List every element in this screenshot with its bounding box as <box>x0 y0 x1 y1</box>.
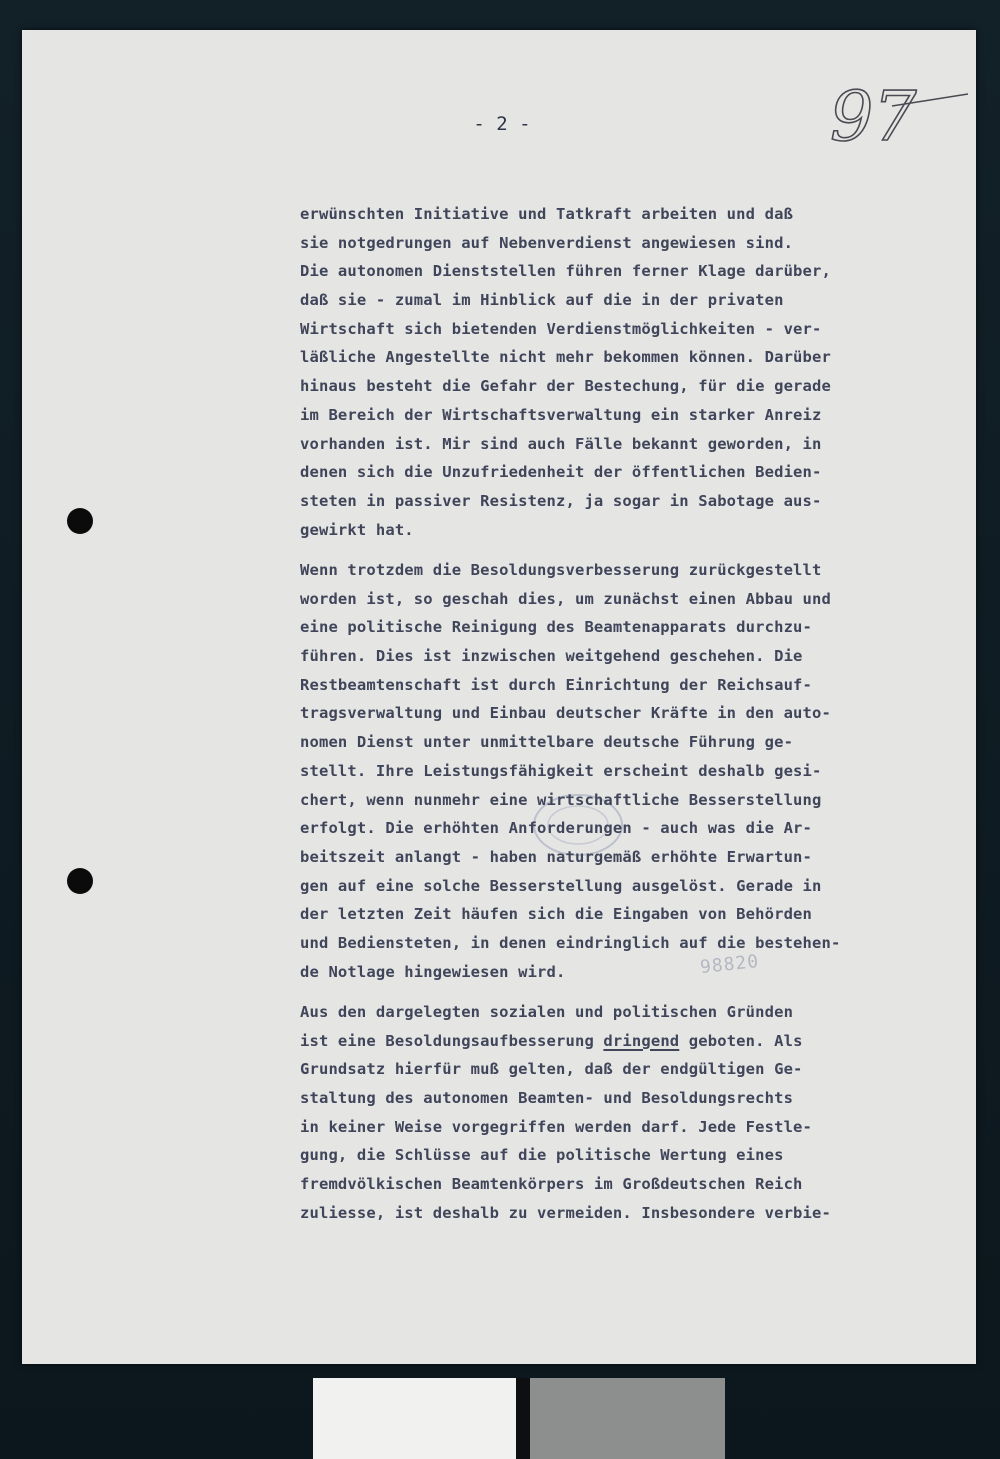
text-line: gen auf eine solche Besserstellung ausgelöst. Gerade in <box>300 876 822 895</box>
folio-number-text: 97 <box>830 78 917 157</box>
calibration-divider <box>516 1378 530 1459</box>
text-line: eine politische Reinigung des Beamtenapparats durchzu- <box>300 618 813 637</box>
text-line-with-emphasis <box>300 1027 960 1056</box>
text-line: erfolgt. Die erhöhten Anforderungen - auch was die Ar- <box>300 819 813 838</box>
text-line: stellt. Ihre Leistungsfähigkeit erscheint deshalb gesi- <box>300 761 822 780</box>
text-line: gung, die Schlüsse auf die politische Wertung eines <box>300 1146 784 1165</box>
text-line: vorhanden ist. Mir sind auch Fälle bekannt geworden, in <box>300 434 822 453</box>
text-line: Wirtschaft sich bietenden Verdienstmöglichkeiten - ver- <box>300 319 822 338</box>
text-line: hinaus besteht die Gefahr der Bestechung, für die gerade <box>300 377 831 396</box>
paragraph-1 <box>300 200 960 544</box>
paragraph-3 <box>300 998 960 1228</box>
punch-hole-top <box>67 508 93 534</box>
text-segment: ist eine Besoldungsaufbesserung <box>300 1031 604 1050</box>
punch-hole-bottom <box>67 868 93 894</box>
text-line: steten in passiver Resistenz, ja sogar in Sabotage aus- <box>300 491 822 510</box>
text-line: tragsverwaltung und Einbau deutscher Kräfte in den auto- <box>300 704 831 723</box>
page-number: - 2 - <box>473 113 531 135</box>
text-line: läßliche Angestellte nicht mehr bekommen können. Darüber <box>300 348 831 367</box>
text-line: worden ist, so geschah dies, um zunächst einen Abbau und <box>300 589 831 608</box>
text-line: zuliesse, ist deshalb zu vermeiden. Insbesondere verbie- <box>300 1203 831 1222</box>
folio-number-handwritten <box>822 62 972 172</box>
text-line: der letzten Zeit häufen sich die Eingaben von Behörden <box>300 905 813 924</box>
text-line: in keiner Weise vorgegriffen werden darf. Jede Festle- <box>300 1117 813 1136</box>
stamp-number: 98820 <box>699 950 761 979</box>
text-line: Grundsatz hierfür muß gelten, daß der endgültigen Ge- <box>300 1060 803 1079</box>
text-line: Wenn trotzdem die Besoldungsverbesserung zurückgestellt <box>300 561 822 579</box>
text-line: Die autonomen Dienststellen führen ferner Klage darüber, <box>300 262 831 281</box>
text-line: Restbeamtenschaft ist durch Einrichtung der Reichsauf- <box>300 675 813 694</box>
calibration-grey-patch <box>519 1378 725 1459</box>
text-line: denen sich die Unzufriedenheit der öffentlichen Bedien- <box>300 463 822 482</box>
text-line: führen. Dies ist inzwischen weitgehend geschehen. Die <box>300 647 803 666</box>
text-line: Aus den dargelegten sozialen und politischen Gründen <box>300 1003 794 1021</box>
text-line: daß sie - zumal im Hinblick auf die in der privaten <box>300 291 784 310</box>
calibration-white-patch <box>313 1378 519 1459</box>
scan-calibration-strip <box>313 1378 725 1459</box>
text-line: und Bediensteten, in denen eindringlich auf die bestehen- <box>300 933 841 952</box>
paragraph-2 <box>300 556 960 986</box>
text-line: staltung des autonomen Beamten- und Besoldungsrechts <box>300 1089 794 1108</box>
text-line: im Bereich der Wirtschaftsverwaltung ein starker Anreiz <box>300 405 822 424</box>
text-line: erwünschten Initiative und Tatkraft arbeiten und daß <box>300 205 794 223</box>
text-line: sie notgedrungen auf Nebenverdienst angewiesen sind. <box>300 233 794 252</box>
text-segment: geboten. Als <box>679 1031 803 1050</box>
underlined-word: dringend <box>603 1031 680 1050</box>
text-line: beitszeit anlangt - haben naturgemäß erhöhte Erwartun- <box>300 847 813 866</box>
text-line: fremdvölkischen Beamtenkörpers im Großdeutschen Reich <box>300 1175 803 1194</box>
text-line: de Notlage hingewiesen wird. <box>300 962 566 981</box>
text-line: chert, wenn nunmehr eine wirtschaftliche Besserstellung <box>300 790 822 809</box>
text-line: nomen Dienst unter unmittelbare deutsche Führung ge- <box>300 733 794 752</box>
text-line: gewirkt hat. <box>300 520 414 539</box>
